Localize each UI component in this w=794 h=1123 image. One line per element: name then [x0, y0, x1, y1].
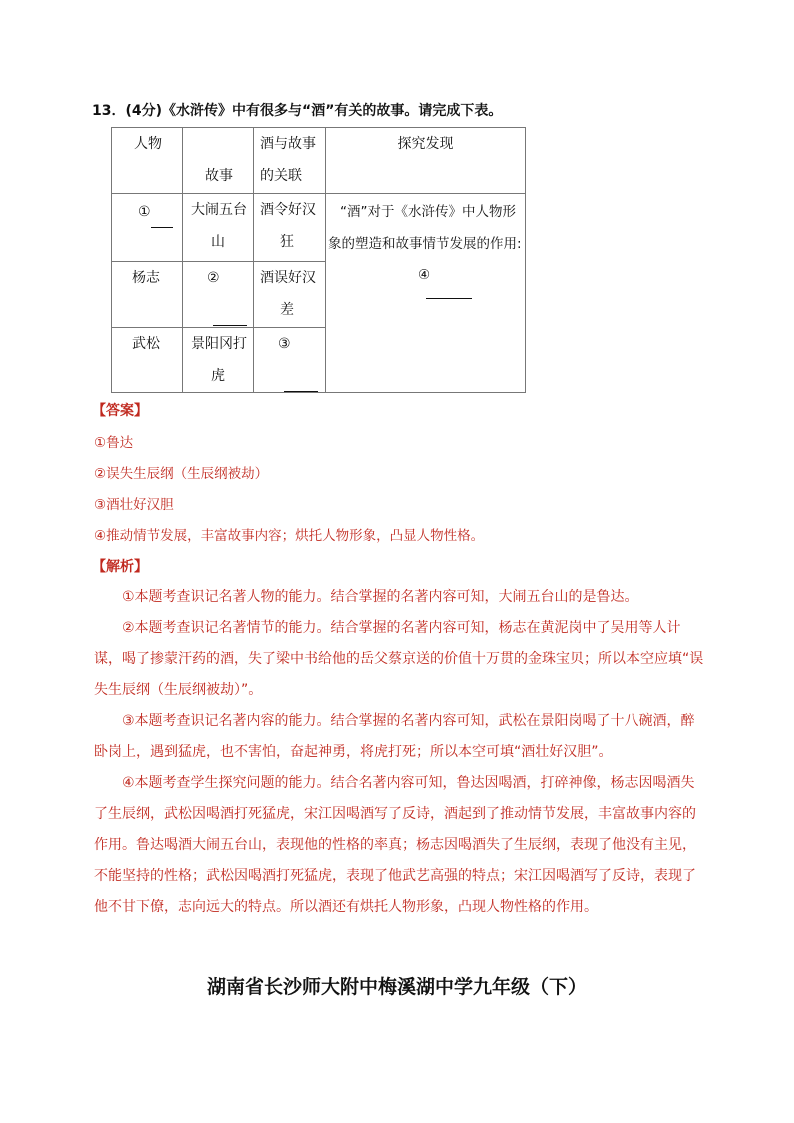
- header-person: 人物: [112, 128, 183, 194]
- answer-item: ④推动情节发展，丰富故事内容；烘托人物形象，凸显人物性格。: [94, 528, 485, 544]
- table-row: [112, 194, 526, 262]
- blank-3: [284, 371, 318, 392]
- analysis-paragraph: ④本题考查学生探究问题的能力。结合名著内容可知，鲁达因喝酒，打碎神像，杨志因喝酒失了生辰纲，武松因喝酒打死猛虎，宋江因喝酒写了反诗，酒起到了推动情节发展，丰富故事内容的作用。鲁达喝酒大闹五台山，表现他的性格的率真；杨志因喝酒失了生辰纲，表现了他没有主见，不能坚持的性格；武松因喝酒打死猛虎，表现了他武艺高强的特点；宋江因喝酒写了反诗，表现了他不甘下僚，志向远大的特点。所以酒还有烘托人物形象，凸现人物性格的作用。: [94, 775, 696, 915]
- row3-story: 景阳冈打 虎: [183, 328, 254, 393]
- answer-item: ②误失生辰纲（生辰纲被劫）: [94, 466, 269, 482]
- blank-2: [213, 305, 247, 326]
- answer-item: ③酒壮好汉胆: [94, 497, 174, 513]
- row3-person: 武松: [112, 328, 183, 393]
- blank-4: [426, 290, 472, 299]
- page-title: 湖南省长沙师大附中梅溪湖中学九年级（下）: [206, 976, 587, 998]
- row2-person: 杨志: [112, 262, 183, 328]
- row2-wine: 酒误好汉 差: [254, 262, 326, 328]
- analysis-label: 【解析】: [92, 559, 148, 575]
- row1-person: ①: [112, 194, 183, 262]
- blank-1: [151, 207, 173, 228]
- header-finding: 探究发现: [326, 128, 526, 194]
- row3-wine: ③: [254, 328, 326, 393]
- analysis-paragraph: ③本题考查识记名著内容的能力。结合掌握的名著内容可知，武松在景阳岗喝了十八碗酒，醉卧岗上，遇到猛虎，也不害怕，奋起神勇，将虎打死；所以本空可填“酒壮好汉胆”。: [94, 713, 695, 760]
- row1-story: 大闹五台 山: [183, 194, 254, 262]
- question-table: [111, 127, 526, 393]
- analysis-paragraph: ①本题考查识记名著人物的能力。结合掌握的名著内容可知，大闹五台山的是鲁达。: [122, 589, 639, 605]
- answer-item: ①鲁达: [94, 435, 134, 451]
- header-wine-relation: 酒与故事 的关联: [254, 128, 326, 194]
- header-story: 故事: [183, 128, 254, 194]
- finding-cell: “酒”对于《水浒传》中人物形 象的塑造和故事情节发展的作用: ④: [326, 194, 526, 393]
- answer-label: 【答案】: [92, 403, 148, 419]
- analysis-paragraph: ②本题考查识记名著情节的能力。结合掌握的名著内容可知，杨志在黄泥岗中了吴用等人计谋，喝了掺蒙汗药的酒，失了梁中书给他的岳父蔡京送的价值十万贯的金珠宝贝；所以本空应填“误失生辰纲（生辰纲被劫）”。: [94, 620, 704, 698]
- row1-wine: 酒令好汉 狂: [254, 194, 326, 262]
- analysis-body: [94, 582, 706, 923]
- table-header-row: [112, 128, 526, 194]
- question-text: 13．(4分)《水浒传》中有很多与“酒”有关的故事。请完成下表。: [92, 103, 503, 119]
- row2-story: ②: [183, 262, 254, 328]
